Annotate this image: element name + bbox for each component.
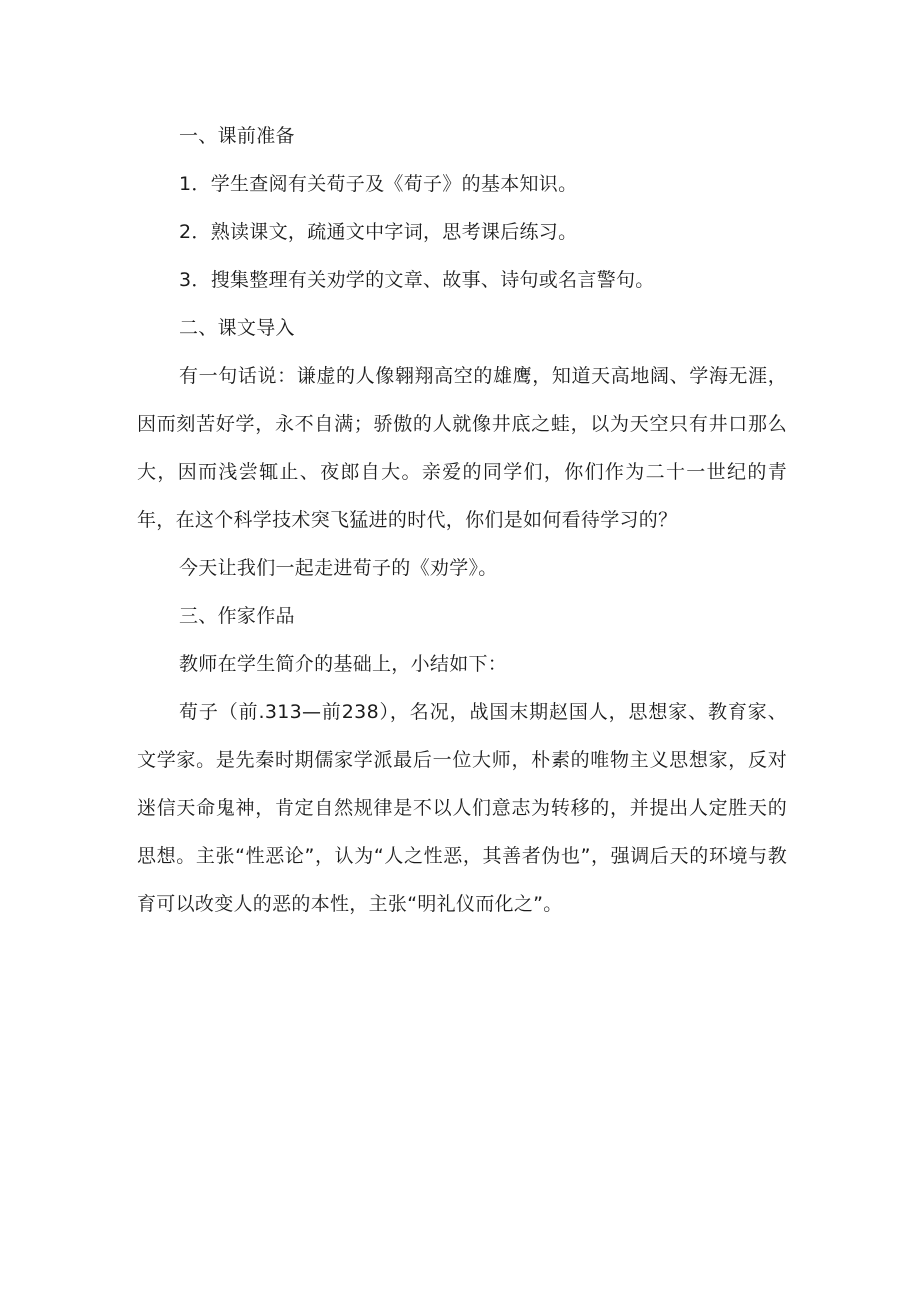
section-heading-author: 三、作家作品 xyxy=(179,605,295,627)
author-bio-paragraph: 荀子（前.313—前238），名况，战国末期赵国人，思想家、教育家、文学家。是先秦时期儒家学派最后一位大师，朴素的唯物主义思想家，反对迷信天命鬼神，肯定自然规律是不以人们意志为转移的，并提出人定胜天的思想。主张“性恶论”，认为“人之性恶，其善者伪也”，强调后天的环境与教育可以改变人的恶的本性，主张“明礼仪而化之”。 xyxy=(137,701,787,915)
prep-item-3: 3．搜集整理有关劝学的文章、故事、诗句或名言警句。 xyxy=(179,269,655,291)
intro-closing-paragraph: 今天让我们一起走进荀子的《劝学》。 xyxy=(179,557,498,579)
prep-item-1: 1．学生查阅有关荀子及《荀子》的基本知识。 xyxy=(179,173,578,195)
section-heading-intro: 二、课文导入 xyxy=(179,317,295,339)
prep-item-2: 2．熟读课文，疏通文中字词，思考课后练习。 xyxy=(179,221,578,243)
section-heading-prep: 一、课前准备 xyxy=(179,125,295,147)
author-lead-paragraph: 教师在学生简介的基础上，小结如下： xyxy=(179,653,508,675)
intro-paragraph: 有一句话说：谦虚的人像翱翔高空的雄鹰，知道天高地阔、学海无涯，因而刻苦好学，永不自满；骄傲的人就像井底之蛙，以为天空只有井口那么大，因而浅尝辄止、夜郎自大。亲爱的同学们，你们作为二十一世纪的青年，在这个科学技术突飞猛进的时代，你们是如何看待学习的？ xyxy=(137,365,787,531)
